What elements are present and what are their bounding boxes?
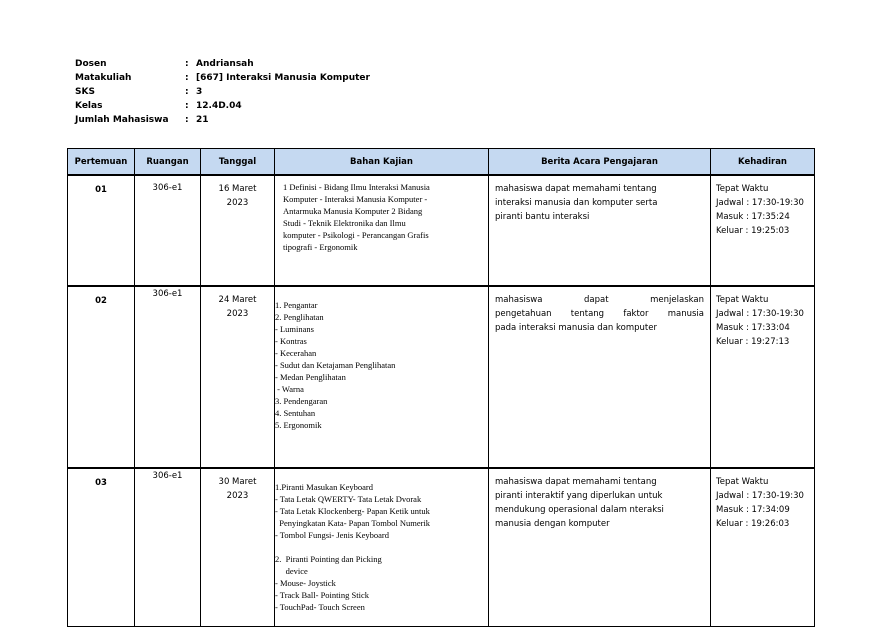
info-row-jumlah-mahasiswa bbox=[75, 113, 370, 127]
bahan-line: 5. Ergonomik bbox=[275, 420, 322, 430]
berita-line: piranti bantu interaksi bbox=[495, 212, 590, 222]
kehadiran-masuk: Masuk : 17:35:24 bbox=[716, 212, 790, 222]
bahan-line: - Tata Letak Klockenberg- Papan Ketik untuk bbox=[275, 506, 430, 516]
sks-colon: : bbox=[185, 87, 189, 97]
bahan-kajian-cell bbox=[275, 468, 489, 627]
bahan-line: tipografi - Ergonomik bbox=[283, 242, 358, 252]
bahan-line: 4. Sentuhan bbox=[275, 408, 316, 418]
info-row-matakuliah bbox=[75, 71, 370, 85]
table-row bbox=[68, 175, 815, 286]
bahan-line: - Tombol Fungsi- Jenis Keyboard bbox=[275, 530, 389, 540]
dosen-colon: : bbox=[185, 59, 189, 69]
tanggal-line: 2023 bbox=[226, 309, 249, 319]
kehadiran-masuk: Masuk : 17:33:04 bbox=[716, 323, 790, 333]
berita-line: pada interaksi manusia dan komputer bbox=[495, 323, 657, 333]
jumlah-mahasiswa-value: 21 bbox=[196, 115, 209, 125]
bahan-line: - Warna bbox=[275, 384, 304, 394]
bahan-kajian-cell bbox=[275, 286, 489, 468]
pertemuan-cell: 03 bbox=[68, 468, 135, 627]
bahan-line: - Medan Penglihatan bbox=[275, 372, 346, 382]
tanggal-line: 24 Maret bbox=[218, 295, 257, 305]
pertemuan-cell: 01 bbox=[68, 175, 135, 286]
jumlah-mahasiswa-label: Jumlah Mahasiswa bbox=[75, 115, 169, 125]
table-row bbox=[68, 468, 815, 627]
berita-line: mahasiswa dapat menjelaskan bbox=[495, 295, 704, 305]
bahan-line: - Track Ball- Pointing Stick bbox=[275, 590, 369, 600]
berita-line: manusia dengan komputer bbox=[495, 519, 610, 529]
kelas-colon: : bbox=[185, 101, 189, 111]
dosen-label: Dosen bbox=[75, 59, 107, 69]
column-header-pertemuan: Pertemuan bbox=[68, 149, 135, 176]
bahan-line: 3. Pendengaran bbox=[275, 396, 328, 406]
bahan-line: - Kontras bbox=[275, 336, 307, 346]
tanggal-cell bbox=[201, 286, 275, 468]
kehadiran-cell bbox=[711, 468, 815, 627]
table-header-row bbox=[68, 149, 815, 176]
bahan-line: - Luminans bbox=[275, 324, 314, 334]
bahan-line: - Mouse- Joystick bbox=[275, 578, 336, 588]
table-row bbox=[68, 286, 815, 468]
bahan-line: - Sudut dan Ketajaman Penglihatan bbox=[275, 360, 396, 370]
tanggal-line: 16 Maret bbox=[218, 184, 257, 194]
berita-acara-cell bbox=[489, 468, 711, 627]
jumlah-mahasiswa-colon: : bbox=[185, 115, 189, 125]
kehadiran-status: Tepat Waktu bbox=[716, 295, 769, 305]
bahan-line: 1. Pengantar bbox=[275, 300, 318, 310]
matakuliah-value: [667] Interaksi Manusia Komputer bbox=[196, 73, 370, 83]
matakuliah-label: Matakuliah bbox=[75, 73, 132, 83]
bahan-line: 1.Piranti Masukan Keyboard bbox=[275, 482, 373, 492]
kehadiran-jadwal: Jadwal : 17:30-19:30 bbox=[716, 198, 804, 208]
column-header-kehadiran: Kehadiran bbox=[711, 149, 815, 176]
berita-line: pengetahuan tentang faktor manusia bbox=[495, 309, 704, 319]
column-header-bahan-kajian: Bahan Kajian bbox=[275, 149, 489, 176]
sks-value: 3 bbox=[196, 87, 203, 97]
bahan-line: Komputer - Interaksi Manusia Komputer - bbox=[283, 194, 428, 204]
bahan-kajian-cell bbox=[275, 175, 489, 286]
kehadiran-status: Tepat Waktu bbox=[716, 184, 769, 194]
bahan-line: - Kecerahan bbox=[275, 348, 317, 358]
ruangan-cell: 306-e1 bbox=[135, 468, 201, 627]
bahan-line: 2. Penglihatan bbox=[275, 312, 324, 322]
bahan-line: - Tata Letak QWERTY- Tata Letak Dvorak bbox=[275, 494, 422, 504]
info-row-dosen bbox=[75, 57, 370, 71]
bahan-line bbox=[275, 541, 486, 553]
kelas-label: Kelas bbox=[75, 101, 103, 111]
kehadiran-cell bbox=[711, 175, 815, 286]
bahan-line: Penyingkatan Kata- Papan Tombol Numerik bbox=[275, 518, 431, 528]
ruangan-cell: 306-e1 bbox=[135, 175, 201, 286]
berita-line: mendukung operasional dalam nteraksi bbox=[495, 505, 664, 515]
tanggal-line: 2023 bbox=[226, 491, 249, 501]
tanggal-line: 30 Maret bbox=[218, 477, 257, 487]
bahan-line: 2. Piranti Pointing dan Picking bbox=[275, 554, 382, 564]
berita-acara-cell bbox=[489, 175, 711, 286]
ruangan-cell: 306-e1 bbox=[135, 286, 201, 468]
berita-acara-cell bbox=[489, 286, 711, 468]
kelas-value: 12.4D.04 bbox=[196, 101, 242, 111]
tanggal-line: 2023 bbox=[226, 198, 249, 208]
info-row-kelas bbox=[75, 99, 370, 113]
kehadiran-jadwal: Jadwal : 17:30-19:30 bbox=[716, 309, 804, 319]
bahan-line: 1 Definisi - Bidang Ilmu Interaksi Manusia bbox=[283, 182, 430, 192]
tanggal-cell bbox=[201, 175, 275, 286]
bahan-line: device bbox=[275, 566, 308, 576]
teaching-journal-table bbox=[67, 148, 815, 627]
kehadiran-keluar: Keluar : 19:25:03 bbox=[716, 226, 790, 236]
kehadiran-cell bbox=[711, 286, 815, 468]
bahan-line: - TouchPad- Touch Screen bbox=[275, 602, 365, 612]
course-info bbox=[75, 57, 370, 127]
kehadiran-keluar: Keluar : 19:27:13 bbox=[716, 337, 790, 347]
sks-label: SKS bbox=[75, 87, 95, 97]
bahan-line: komputer - Psikologi - Perancangan Grafis bbox=[283, 230, 429, 240]
kehadiran-status: Tepat Waktu bbox=[716, 477, 769, 487]
pertemuan-cell: 02 bbox=[68, 286, 135, 468]
berita-line: interaksi manusia dan komputer serta bbox=[495, 198, 658, 208]
column-header-berita-acara: Berita Acara Pengajaran bbox=[489, 149, 711, 176]
berita-line: piranti interaktif yang diperlukan untuk bbox=[495, 491, 663, 501]
berita-line: mahasiswa dapat memahami tentang bbox=[495, 477, 657, 487]
kehadiran-masuk: Masuk : 17:34:09 bbox=[716, 505, 790, 515]
bahan-line: Antarmuka Manusia Komputer 2 Bidang bbox=[283, 206, 423, 216]
dosen-value: Andriansah bbox=[196, 59, 254, 69]
matakuliah-colon: : bbox=[185, 73, 189, 83]
info-row-sks bbox=[75, 85, 370, 99]
tanggal-cell bbox=[201, 468, 275, 627]
kehadiran-jadwal: Jadwal : 17:30-19:30 bbox=[716, 491, 804, 501]
kehadiran-keluar: Keluar : 19:26:03 bbox=[716, 519, 790, 529]
column-header-tanggal: Tanggal bbox=[201, 149, 275, 176]
berita-line: mahasiswa dapat memahami tentang bbox=[495, 184, 657, 194]
column-header-ruangan: Ruangan bbox=[135, 149, 201, 176]
bahan-line: Studi - Teknik Elektronika dan Ilmu bbox=[283, 218, 406, 228]
